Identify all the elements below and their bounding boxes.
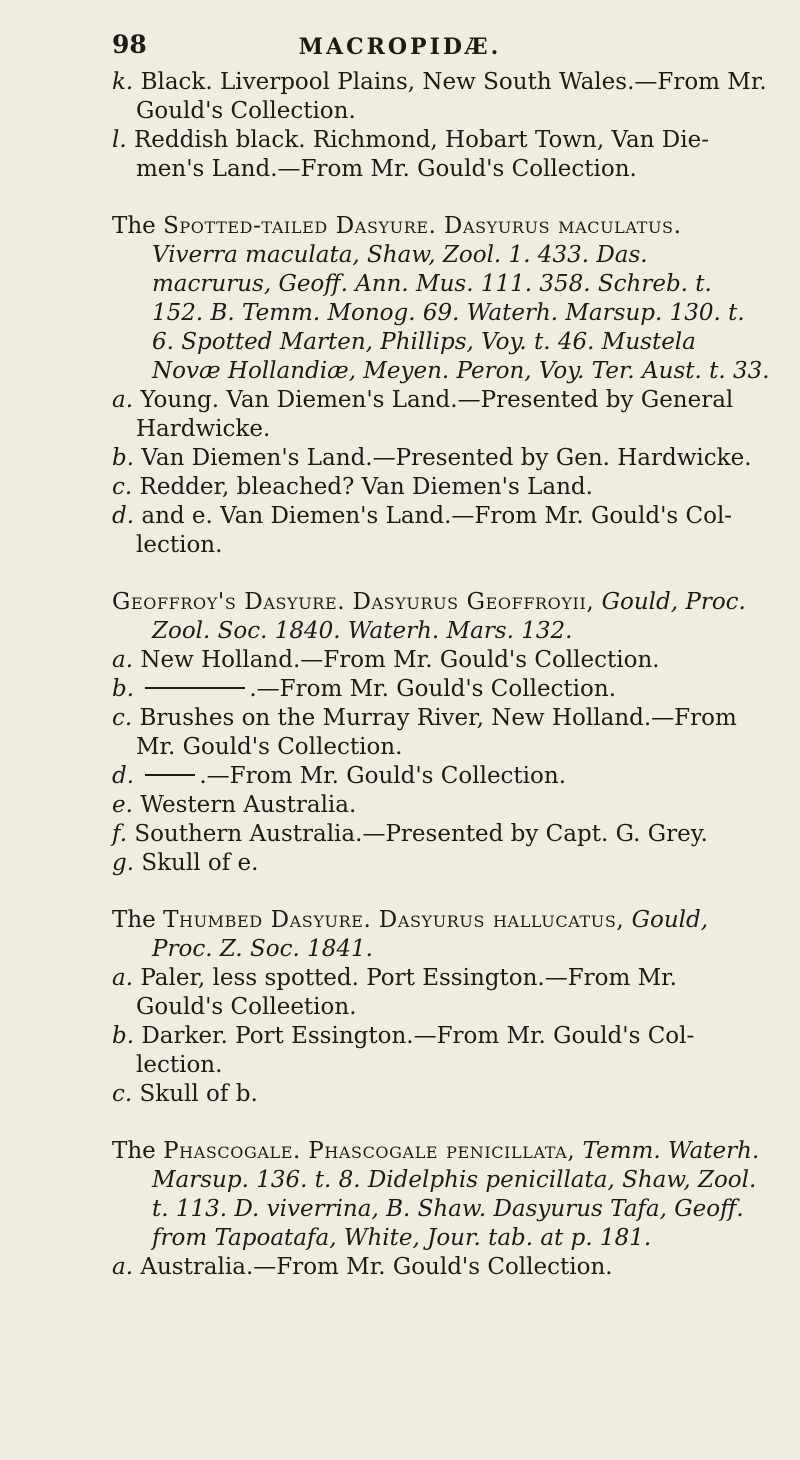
specimen-label: b. [112, 1023, 135, 1049]
specimen-entry [112, 704, 770, 762]
common-name: Thumbed Dasyure. [163, 907, 372, 933]
specimen-entry [112, 1022, 770, 1080]
specimen-text: Young. Van Diemen's Land.—Presented by General Hardwicke. [136, 387, 734, 442]
specimen-entry [112, 762, 770, 791]
species-section [112, 906, 770, 1109]
specimen-label: c. [112, 705, 133, 731]
heading-lead: The [112, 1138, 156, 1164]
specimen-label: f. [112, 821, 128, 847]
specimen-entry [112, 126, 770, 184]
specimen-text: .—From Mr. Gould's Collection. [199, 763, 567, 789]
specimen-label: d. [112, 763, 135, 789]
species-section [112, 68, 770, 184]
common-name: Phascogale. [163, 1138, 301, 1164]
species-section [112, 1137, 770, 1282]
specimen-text: Skull of b. [139, 1081, 258, 1107]
specimen-label: d. [112, 503, 135, 529]
specimen-entry [112, 849, 770, 878]
latin-name: Phascogale penicillata, [308, 1138, 576, 1164]
specimen-label: b. [112, 445, 135, 471]
heading-lead: The [112, 213, 156, 239]
specimen-entry [112, 820, 770, 849]
specimen-entry [112, 386, 770, 444]
specimen-label: e. [112, 792, 133, 818]
specimen-text: Van Diemen's Land.—Presented by Gen. Hardwicke. [141, 445, 752, 471]
specimen-text: Skull of e. [141, 850, 259, 876]
specimen-text: Australia.—From Mr. Gould's Collection. [140, 1254, 613, 1280]
specimen-label: c. [112, 474, 133, 500]
specimen-label: c. [112, 1081, 133, 1107]
specimen-entry [112, 675, 770, 704]
latin-name: Dasyurus hallucatus, [378, 907, 625, 933]
specimen-text: and e. Van Diemen's Land.—From Mr. Gould's Col-lection. [136, 503, 733, 558]
latin-name: Dasyurus maculatus. [443, 213, 682, 239]
specimen-text: Western Australia. [140, 792, 357, 818]
specimen-text: Redder, bleached? Van Diemen's Land. [139, 474, 593, 500]
synonymy: Gould, Proc. Z. Soc. 1841. [152, 907, 709, 962]
specimen-label: k. [112, 69, 134, 95]
species-section [112, 588, 770, 878]
specimen-label: a. [112, 387, 134, 413]
common-name: Spotted-tailed Dasyure. [163, 213, 437, 239]
running-head: MACROPIDÆ. [298, 34, 502, 60]
specimen-text: Reddish black. Richmond, Hobart Town, Van Die-men's Land.—From Mr. Gould's Collection. [133, 127, 709, 182]
specimen-entry [112, 791, 770, 820]
specimen-entry [112, 964, 770, 1022]
specimen-entry [112, 444, 770, 473]
specimen-text: Brushes on the Murray River, New Holland.—From Mr. Gould's Collection. [136, 705, 737, 760]
specimen-text: .—From Mr. Gould's Collection. [249, 676, 617, 702]
specimen-label: a. [112, 965, 134, 991]
species-heading [112, 906, 770, 964]
synonymy: Viverra maculata, Shaw, Zool. 1. 433. Das. macrurus, Geoff. Ann. Mus. 111. 358. Schreb. t. 152. B. Temm. Monog. 69. Waterh. Marsup. 130. t. 6. Spotted Marten, Phillips, Voy. t. 46. Mustela Novæ Hollandiæ, Meyen. Peron, Voy. Ter. Aust. t. 33. [152, 242, 770, 384]
synonymy: Gould, Proc. Zool. Soc. 1840. Waterh. Mars. 132. [152, 589, 746, 644]
specimen-label: g. [112, 850, 135, 876]
page-number: 98 [112, 30, 147, 59]
specimen-entry [112, 1080, 770, 1109]
specimen-entry [112, 68, 770, 126]
latin-name: Dasyurus Geoffroyii, [352, 589, 595, 615]
specimen-text: Black. Liverpool Plains, New South Wales.—From Mr. Gould's Collection. [136, 69, 767, 124]
specimen-label: b. [112, 676, 135, 702]
species-heading [112, 1137, 770, 1253]
ditto-dash [145, 687, 245, 689]
specimen-text: Southern Australia.—Presented by Capt. G. Grey. [134, 821, 708, 847]
heading-lead: The [112, 907, 156, 933]
species-heading [112, 212, 770, 386]
specimen-entry [112, 502, 770, 560]
specimen-entry [112, 646, 770, 675]
specimen-label: a. [112, 1254, 134, 1280]
specimen-entry [112, 473, 770, 502]
ditto-dash [145, 774, 195, 776]
specimen-label: a. [112, 647, 134, 673]
specimen-label: l. [112, 127, 127, 153]
specimen-entry [112, 1253, 770, 1282]
specimen-text: New Holland.—From Mr. Gould's Collection. [140, 647, 660, 673]
common-name: Geoffroy's Dasyure. [112, 589, 346, 615]
page-body [112, 68, 770, 1282]
specimen-text: Darker. Port Essington.—From Mr. Gould's Col-lection. [136, 1023, 695, 1078]
specimen-text: Paler, less spotted. Port Essington.—From Mr. Gould's Colleetion. [136, 965, 677, 1020]
synonymy: Temm. Waterh. Marsup. 136. t. 8. Didelphis penicillata, Shaw, Zool. t. 113. D. viverrina, B. Shaw. Dasyurus Tafa, Geoff. from Tapoatafa, White, Jour. tab. at p. 181. [152, 1138, 760, 1251]
species-section [112, 212, 770, 560]
species-heading [112, 588, 770, 646]
